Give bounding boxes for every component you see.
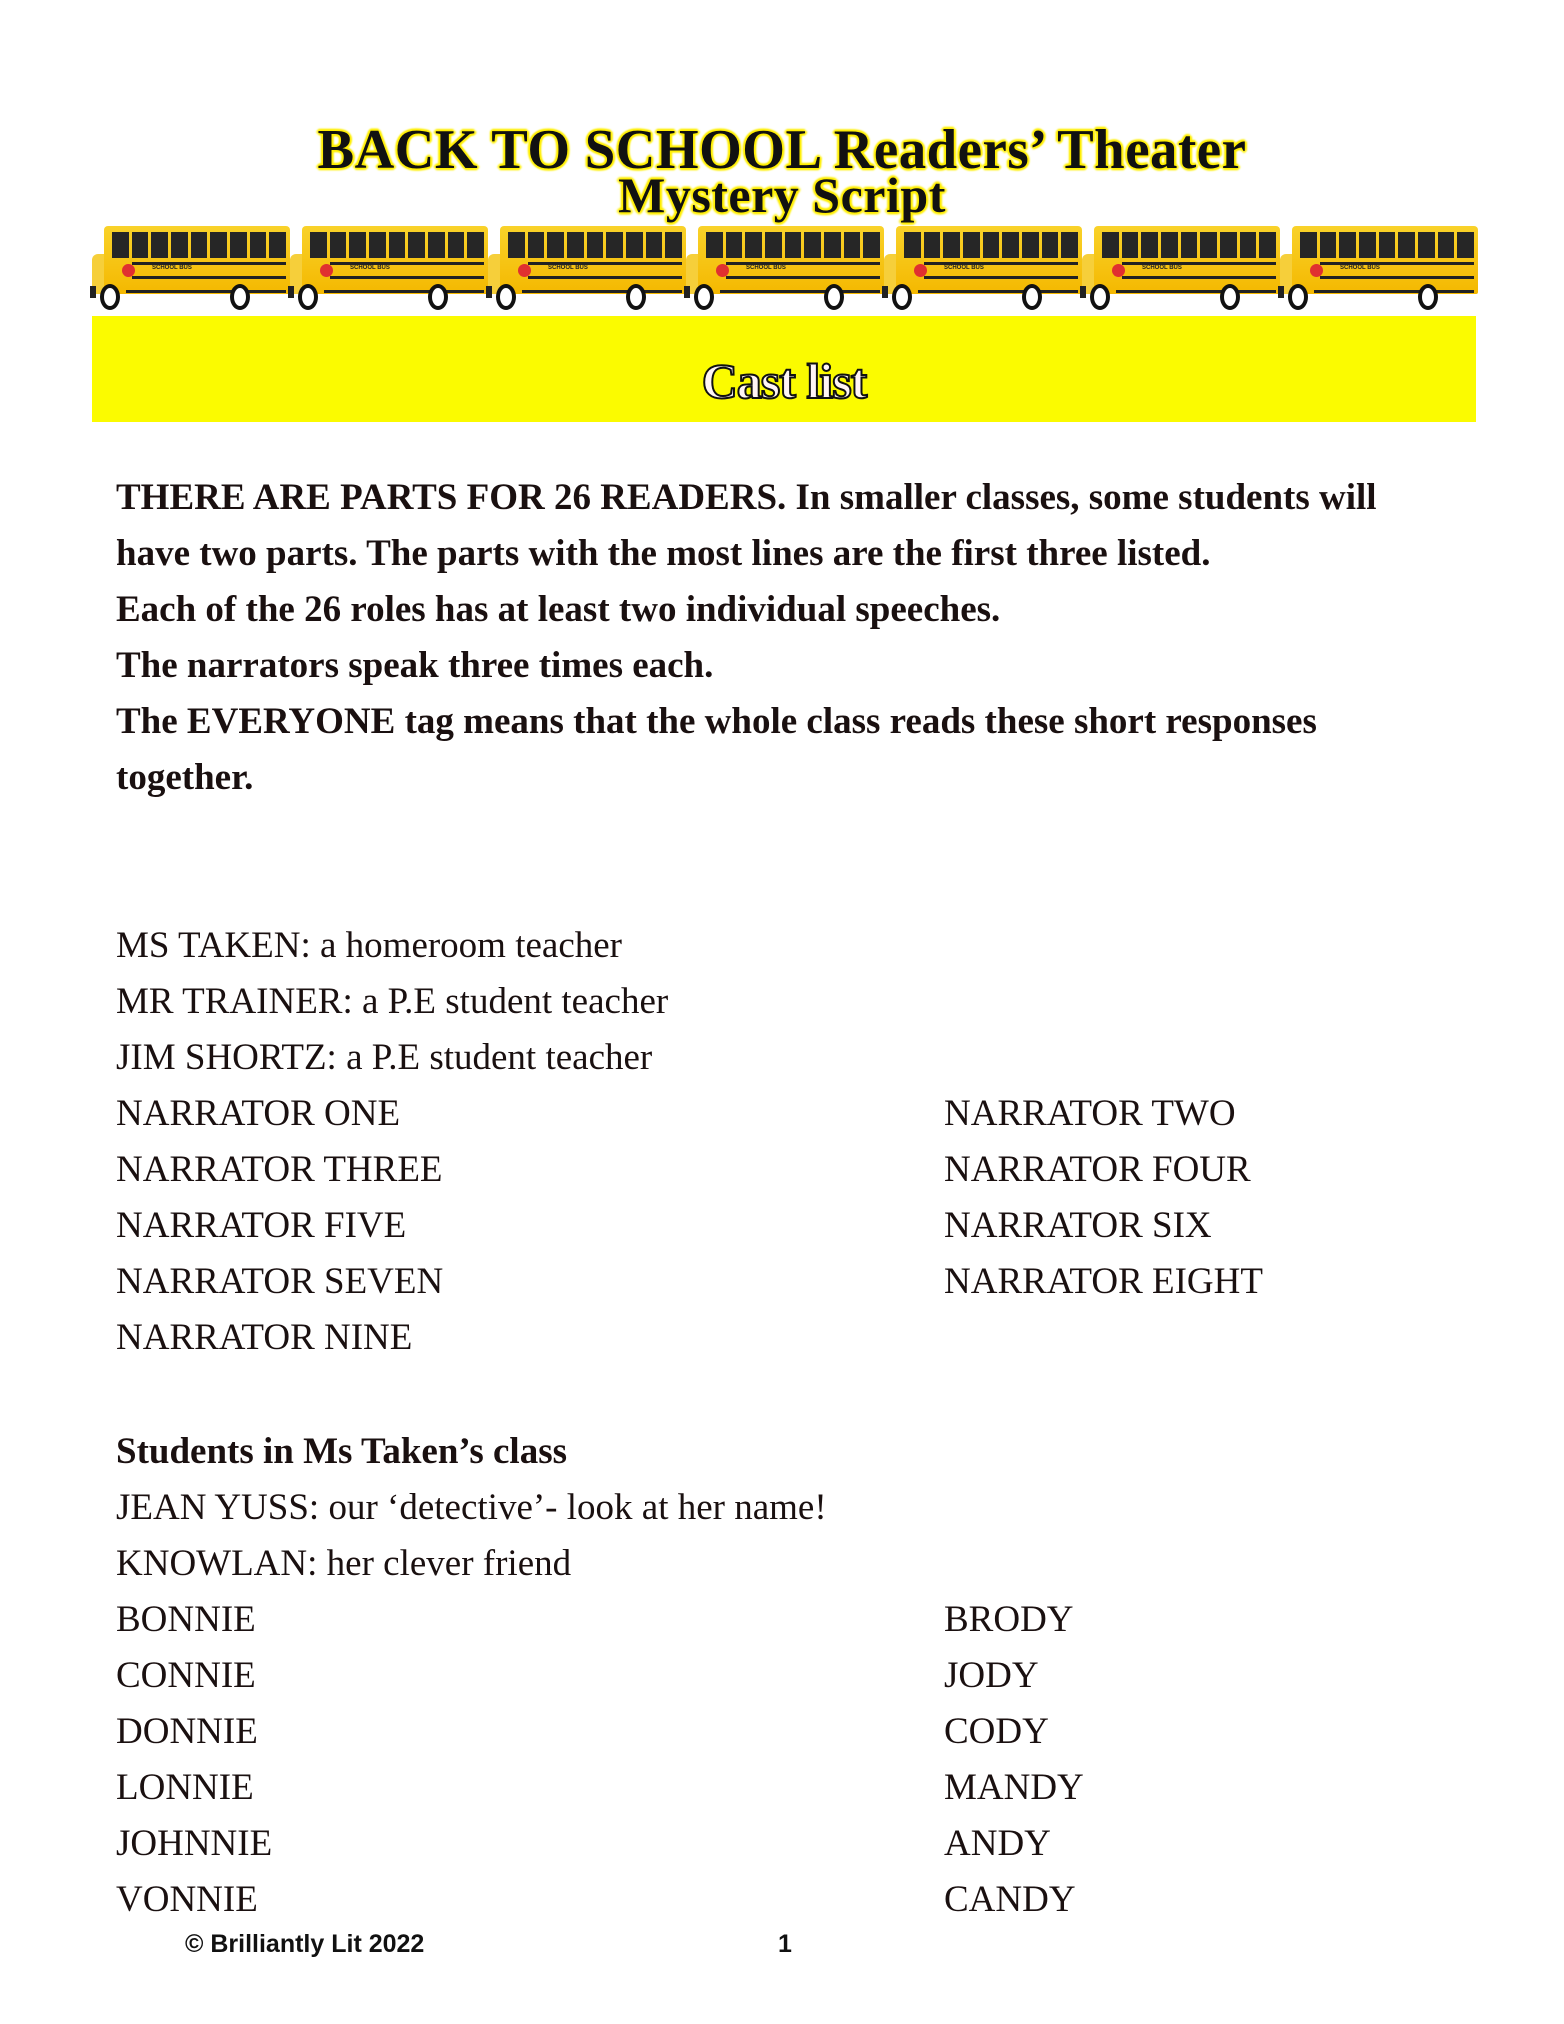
student-role: BRODY	[944, 1599, 1074, 1640]
narrator-role: NARRATOR SEVEN	[116, 1261, 444, 1302]
intro-line: The EVERYONE tag means that the whole class reads these short responses together.	[116, 701, 1317, 798]
cast-list	[116, 918, 1446, 1366]
document-title: BACK TO SCHOOL Readers’ Theater	[317, 119, 1247, 181]
intro-line: THERE ARE PARTS FOR 26 READERS. In smaller classes, some students will have two parts. The parts with the most lines are the first three listed.	[116, 477, 1377, 574]
page-number: 1	[778, 1930, 792, 1958]
narrator-role: NARRATOR NINE	[116, 1317, 413, 1358]
student-role: JEAN YUSS: our ‘detective’- look at her name!	[116, 1487, 827, 1528]
cast-list-heading: Cast list	[701, 353, 867, 409]
student-role: ANDY	[944, 1823, 1051, 1864]
school-bus-banner	[92, 224, 1478, 316]
student-role: VONNIE	[116, 1879, 258, 1920]
narrator-role: NARRATOR TWO	[944, 1093, 1236, 1134]
school-bus-icon: SCHOOL BUS	[1082, 224, 1280, 316]
narrator-role: NARRATOR ONE	[116, 1093, 401, 1134]
school-bus-icon: SCHOOL BUS	[290, 224, 488, 316]
intro-line: Each of the 26 roles has at least two individual speeches.	[116, 589, 1001, 630]
student-role: JODY	[944, 1655, 1039, 1696]
narrator-role: NARRATOR THREE	[116, 1149, 443, 1190]
school-bus-icon: SCHOOL BUS	[884, 224, 1082, 316]
student-role: MANDY	[944, 1767, 1084, 1808]
cast-role: MR TRAINER: a P.E student teacher	[116, 981, 669, 1022]
document-subtitle: Mystery Script	[618, 167, 946, 223]
narrator-role: NARRATOR EIGHT	[944, 1261, 1263, 1302]
students-heading: Students in Ms Taken’s class	[116, 1431, 567, 1472]
cast-role: MS TAKEN: a homeroom teacher	[116, 925, 623, 966]
narrator-role: NARRATOR FIVE	[116, 1205, 407, 1246]
school-bus-icon: SCHOOL BUS	[1280, 224, 1478, 316]
narrator-role: NARRATOR FOUR	[944, 1149, 1251, 1190]
student-role: LONNIE	[116, 1767, 254, 1808]
intro-instructions	[116, 470, 1416, 806]
student-role: DONNIE	[116, 1711, 258, 1752]
school-bus-icon: SCHOOL BUS	[686, 224, 884, 316]
students-section	[116, 1424, 1446, 1928]
cast-list-banner	[92, 316, 1476, 422]
student-role: KNOWLAN: her clever friend	[116, 1543, 572, 1584]
school-bus-icon: SCHOOL BUS	[92, 224, 290, 316]
student-role: BONNIE	[116, 1599, 256, 1640]
student-role: CONNIE	[116, 1655, 256, 1696]
student-role: CODY	[944, 1711, 1049, 1752]
narrator-role: NARRATOR SIX	[944, 1205, 1212, 1246]
student-role: CANDY	[944, 1879, 1076, 1920]
student-role: JOHNNIE	[116, 1823, 273, 1864]
intro-line: The narrators speak three times each.	[116, 645, 714, 686]
school-bus-icon: SCHOOL BUS	[488, 224, 686, 316]
copyright-notice: © Brilliantly Lit 2022	[185, 1930, 425, 1958]
cast-role: JIM SHORTZ: a P.E student teacher	[116, 1037, 653, 1078]
